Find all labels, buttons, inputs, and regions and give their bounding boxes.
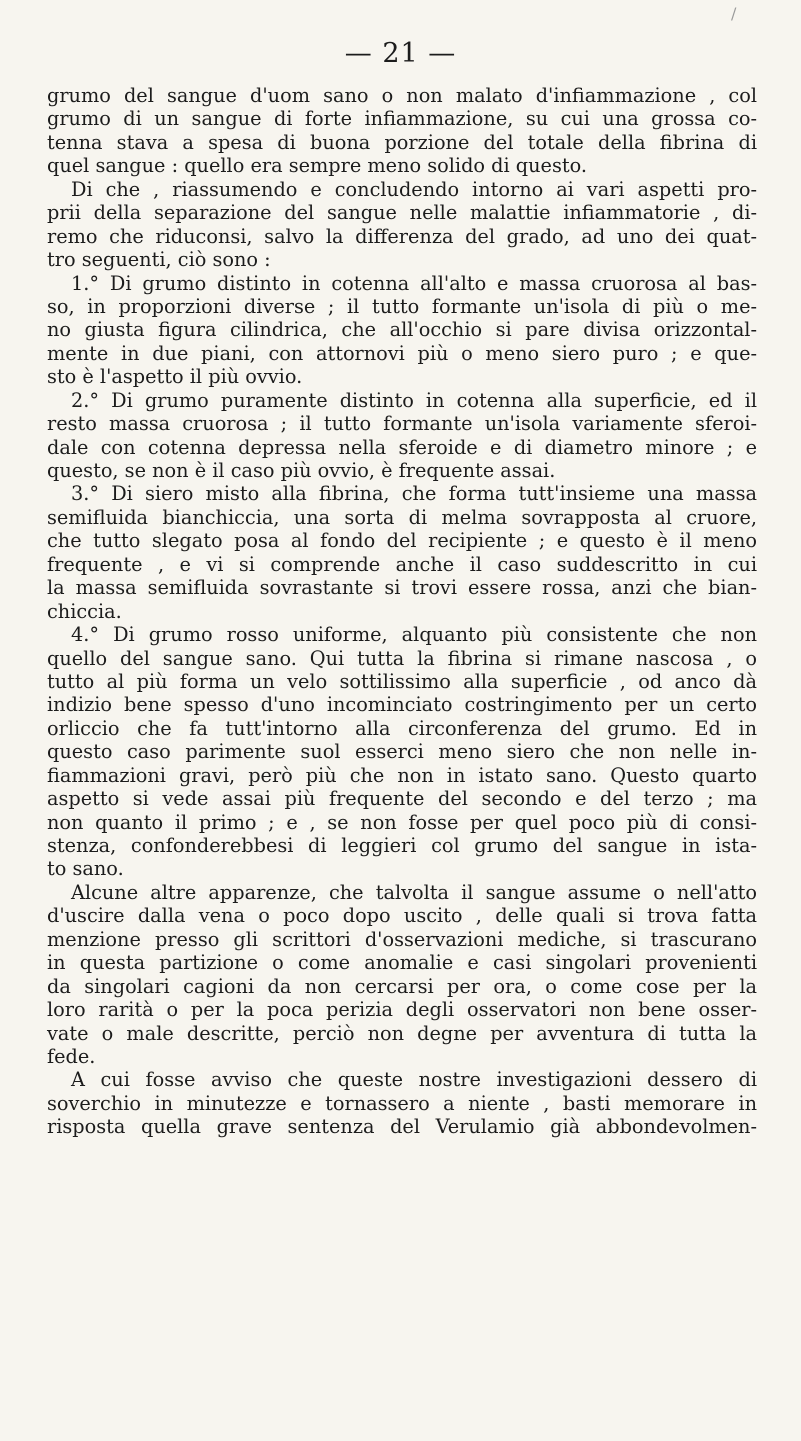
- text-line: fiammazioni gravi, però più che non in istato sano. Questo quarto: [47, 763, 757, 787]
- text-line: in questa partizione o come anomalie e casi singolari provenienti: [47, 951, 757, 975]
- text-line: quel sangue : quello era sempre meno solido di questo.: [47, 154, 587, 178]
- text-line: fede.: [47, 1044, 96, 1068]
- body-text: [47, 84, 757, 1139]
- text-line: 4.° Di grumo rosso uniforme, alquanto più consistente che non: [71, 623, 757, 647]
- text-line: mente in due piani, con attornovi più o meno siero puro ; e que-: [47, 341, 757, 365]
- text-line: menzione presso gli scrittori d'osservazioni mediche, si trascurano: [47, 927, 757, 951]
- text-line: questo, se non è il caso più ovvio, è frequente assai.: [47, 459, 556, 482]
- text-line: d'uscire dalla vena o poco dopo uscito , delle quali si trova fatta: [47, 904, 757, 928]
- text-line: so, in proporzioni diverse ; il tutto formante un'isola di più o me-: [47, 294, 757, 318]
- text-line: tenna stava a spesa di buona porzione del totale della fibrina di: [47, 130, 757, 154]
- text-line: A cui fosse avviso che queste nostre investigazioni dessero di: [71, 1068, 757, 1092]
- text-line: no giusta figura cilindrica, che all'occhio si pare divisa orizzontal-: [47, 318, 757, 342]
- text-line: risposta quella grave sentenza del Verulamio già abbondevolmen-: [47, 1115, 757, 1139]
- text-line: orliccio che fa tutt'intorno alla circonferenza del grumo. Ed in: [47, 716, 757, 740]
- text-line: 2.° Di grumo puramente distinto in cotenna alla superficie, ed il: [71, 388, 757, 412]
- text-line: grumo di un sangue di forte infiammazione, su cui una grossa co-: [47, 107, 757, 131]
- text-line: frequente , e vi si comprende anche il caso suddescritto in cui: [47, 552, 757, 576]
- text-line: resto massa cruorosa ; il tutto formante un'isola variamente sferoi-: [47, 412, 757, 436]
- text-line: semifluida bianchiccia, una sorta di melma sovrapposta al cruore,: [47, 505, 757, 529]
- text-line: prii della separazione del sangue nelle malattie infiammatorie , di-: [47, 201, 757, 225]
- text-line: 3.° Di siero misto alla fibrina, che forma tutt'insieme una massa: [71, 482, 757, 506]
- text-line: Di che , riassumendo e concludendo intorno ai vari aspetti pro-: [71, 177, 757, 201]
- text-line: dale con cotenna depressa nella sferoide e di diametro minore ; e: [47, 435, 757, 459]
- text-line: grumo del sangue d'uom sano o non malato d'infiammazione , col: [47, 84, 757, 107]
- page-number-header: — 21 —: [344, 38, 457, 69]
- text-line: che tutto slegato posa al fondo del recipiente ; e questo è il meno: [47, 529, 757, 553]
- text-line: questo caso parimente suol esserci meno siero che non nelle in-: [47, 740, 757, 764]
- text-line: tutto al più forma un velo sottilissimo alla superficie , od anco dà: [47, 669, 757, 693]
- text-line: da singolari cagioni da non cercarsi per ora, o come cose per la: [47, 974, 757, 998]
- text-line: non quanto il primo ; e , se non fosse per quel poco più di consi-: [47, 810, 757, 834]
- text-line: to sano.: [47, 857, 124, 881]
- text-line: stenza, confonderebbesi di leggieri col grumo del sangue in ista-: [47, 834, 757, 857]
- corner-mark: /: [731, 4, 737, 23]
- text-line: remo che riduconsi, salvo la differenza del grado, ad uno dei quat-: [47, 224, 757, 248]
- text-line: vate o male descritte, perciò non degne per avventura di tutta la: [47, 1021, 757, 1045]
- text-line: chiccia.: [47, 599, 122, 623]
- text-line: 1.° Di grumo distinto in cotenna all'alto e massa cruorosa al bas-: [71, 271, 757, 295]
- text-line: quello del sangue sano. Qui tutta la fibrina si rimane nascosa , o: [47, 646, 757, 670]
- text-line: tro seguenti, ciò sono :: [47, 248, 271, 272]
- text-line: aspetto si vede assai più frequente del secondo e del terzo ; ma: [47, 787, 757, 811]
- text-line: indizio bene spesso d'uno incominciato costringimento per un certo: [47, 693, 757, 717]
- text-line: Alcune altre apparenze, che talvolta il sangue assume o nell'atto: [71, 880, 757, 904]
- text-line: soverchio in minutezze e tornassero a niente , basti memorare in: [47, 1091, 757, 1115]
- text-line: la massa semifluida sovrastante si trovi essere rossa, anzi che bian-: [47, 576, 757, 600]
- text-line: loro rarità o per la poca perizia degli osservatori non bene osser-: [47, 998, 757, 1022]
- text-line: sto è l'aspetto il più ovvio.: [47, 365, 303, 389]
